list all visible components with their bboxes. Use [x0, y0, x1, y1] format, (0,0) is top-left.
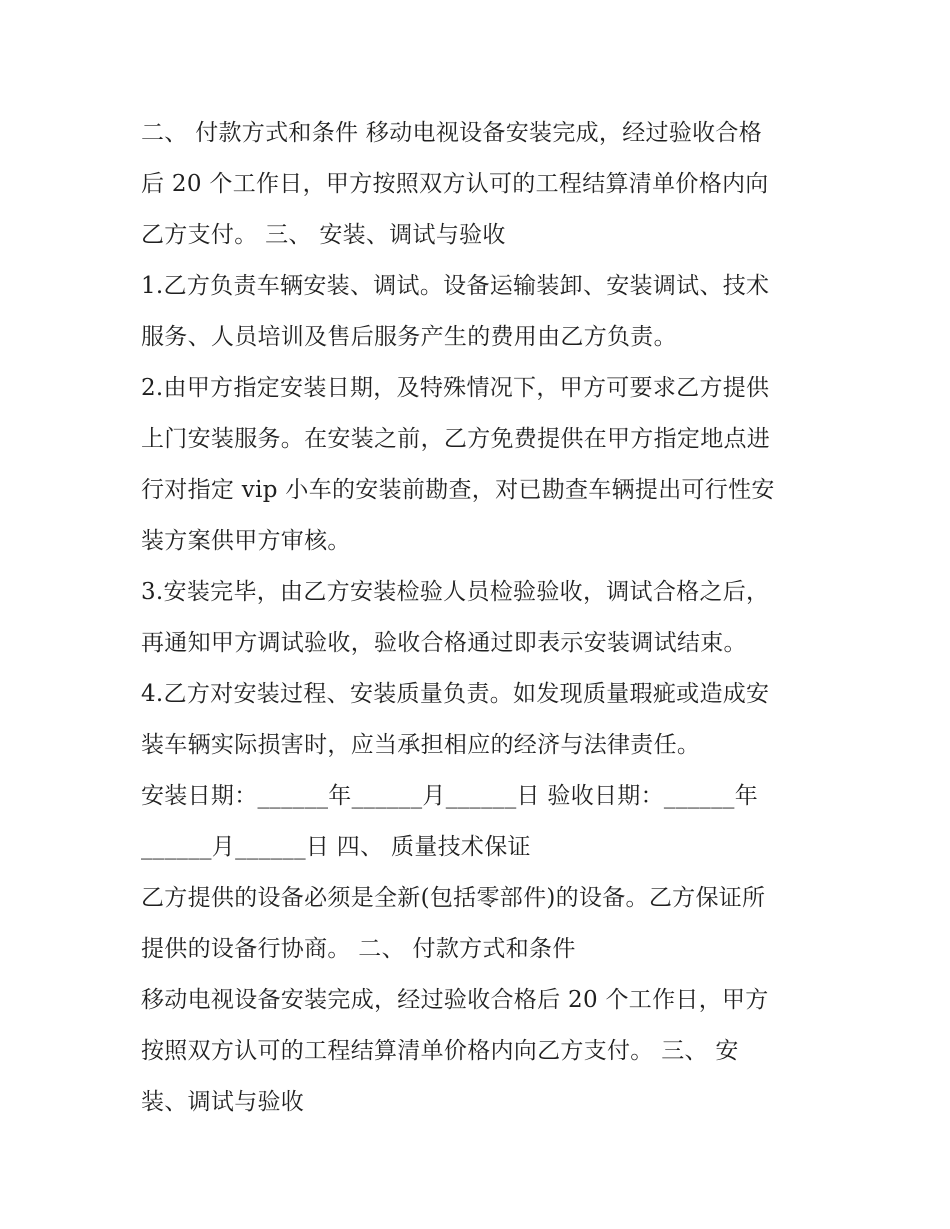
text-line: 装方案供甲方审核。 [141, 528, 351, 554]
document-body [141, 108, 821, 1128]
text-line: ______月______日 四、 质量技术保证 [141, 834, 531, 860]
text-line: 3.安装完毕，由乙方安装检验人员检验验收，调试合格之后， [141, 579, 770, 605]
text-line: 后 20 个工作日，甲方按照双方认可的工程结算清单价格内向 [141, 171, 769, 197]
text-line: 装、调试与验收 [141, 1089, 305, 1115]
text-line: 按照双方认可的工程结算清单价格内向乙方支付。 三、 安 [141, 1038, 739, 1064]
text-line: 装车辆实际损害时，应当承担相应的经济与法律责任。 [141, 732, 701, 758]
text-line: 2.由甲方指定安装日期，及特殊情况下，甲方可要求乙方提供 [141, 375, 770, 401]
text-line: 4.乙方对安装过程、安装质量负责。如发现质量瑕疵或造成安 [141, 681, 770, 707]
text-line: 1.乙方负责车辆安装、调试。设备运输装卸、安装调试、技术 [141, 273, 770, 299]
text-line: 乙方支付。 三、 安装、调试与验收 [141, 222, 506, 248]
text-line: 服务、人员培训及售后服务产生的费用由乙方负责。 [141, 324, 677, 350]
text-line: 乙方提供的设备必须是全新(包括零部件)的设备。乙方保证所 [141, 885, 766, 911]
text-line: 行对指定 vip 小车的安装前勘查，对已勘查车辆提出可行性安 [141, 477, 775, 503]
text-line: 提供的设备行协商。 二、 付款方式和条件 [141, 936, 576, 962]
text-line: 二、 付款方式和条件 移动电视设备安装完成，经过验收合格 [141, 120, 763, 146]
text-line: 移动电视设备安装完成，经过验收合格后 20 个工作日，甲方 [141, 987, 769, 1013]
text-line: 安装日期：______年______月______日 验收日期：______年 [141, 783, 759, 809]
text-line: 再通知甲方调试验收，验收合格通过即表示安装调试结束。 [141, 630, 747, 656]
text-line: 上门安装服务。在安装之前，乙方免费提供在甲方指定地点进 [141, 426, 771, 452]
